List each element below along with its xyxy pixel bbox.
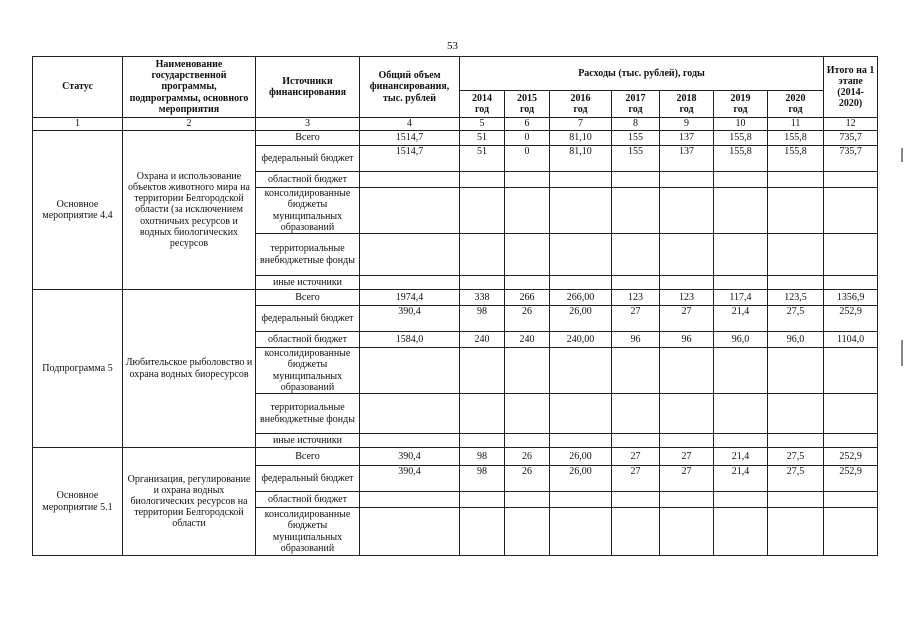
- row-source: федеральный бюджет: [256, 306, 360, 332]
- row-value: [550, 172, 612, 188]
- column-number: 7: [550, 118, 612, 131]
- row-source: консолидированные бюджеты муниципальных образований: [256, 188, 360, 234]
- row-value: [612, 276, 660, 290]
- row-value: [660, 234, 714, 276]
- header-year-unit: год: [679, 104, 694, 115]
- row-value: 735,7: [824, 146, 878, 172]
- row-value: 155,8: [714, 131, 768, 146]
- row-value: [768, 508, 824, 556]
- header-year-unit: год: [519, 104, 535, 115]
- row-value: [660, 394, 714, 434]
- row-value: [505, 508, 550, 556]
- row-value: [660, 348, 714, 394]
- row-value: [612, 234, 660, 276]
- row-value: 96: [660, 332, 714, 348]
- row-value: 240: [505, 332, 550, 348]
- row-value: [824, 234, 878, 276]
- row-value: 155,8: [768, 131, 824, 146]
- row-value: [550, 188, 612, 234]
- row-value: [460, 188, 505, 234]
- row-value: [550, 508, 612, 556]
- row-value: 98: [460, 448, 505, 466]
- row-value: 1974,4: [360, 290, 460, 306]
- row-value: 252,9: [824, 306, 878, 332]
- row-value: 21,4: [714, 306, 768, 332]
- row-value: 240: [460, 332, 505, 348]
- row-value: [360, 172, 460, 188]
- row-value: [768, 172, 824, 188]
- row-value: [768, 188, 824, 234]
- column-number-row: [33, 118, 878, 131]
- row-value: 27,5: [768, 466, 824, 492]
- row-value: 96,0: [768, 332, 824, 348]
- row-value: 51: [460, 131, 505, 146]
- row-value: 27,5: [768, 306, 824, 332]
- row-value: [714, 276, 768, 290]
- row-value: [360, 234, 460, 276]
- row-value: [460, 434, 505, 448]
- scan-mark: [901, 340, 903, 366]
- row-value: [824, 394, 878, 434]
- row-value: 27: [660, 448, 714, 466]
- row-value: 26,00: [550, 306, 612, 332]
- header-year-number: 2015: [517, 92, 537, 104]
- row-value: [505, 188, 550, 234]
- row-source: территориальные внебюджетные фонды: [256, 394, 360, 434]
- row-value: [505, 394, 550, 434]
- column-number: 12: [824, 118, 878, 131]
- column-number: 4: [360, 118, 460, 131]
- row-value: [612, 492, 660, 508]
- row-value: [550, 276, 612, 290]
- row-value: 96: [612, 332, 660, 348]
- row-value: 21,4: [714, 448, 768, 466]
- table-row: [33, 448, 878, 466]
- column-number: 11: [768, 118, 824, 131]
- header-year-unit: год: [788, 104, 803, 115]
- header-stage-total: Итого на 1 этапе (2014-2020): [824, 57, 878, 118]
- row-program-name: Охрана и использование объектов животного мира на территории Белгородской области (за исключением охотничьих ресурсов и водных биологических ресурсов: [123, 131, 256, 290]
- header-year-unit: год: [628, 104, 643, 115]
- row-value: [612, 508, 660, 556]
- row-value: 27: [660, 466, 714, 492]
- row-value: [360, 394, 460, 434]
- row-value: [460, 172, 505, 188]
- row-value: 240,00: [550, 332, 612, 348]
- column-number: 9: [660, 118, 714, 131]
- row-value: [768, 276, 824, 290]
- row-value: 26,00: [550, 466, 612, 492]
- row-value: 123: [612, 290, 660, 306]
- header-year-number: 2018: [676, 92, 697, 104]
- row-value: [714, 508, 768, 556]
- row-value: 252,9: [824, 448, 878, 466]
- row-value: 81,10: [550, 146, 612, 172]
- header-year-number: 2017: [625, 92, 646, 104]
- row-value: [660, 434, 714, 448]
- row-source: иные источники: [256, 434, 360, 448]
- row-value: 26: [505, 306, 550, 332]
- row-value: [612, 434, 660, 448]
- row-value: [714, 172, 768, 188]
- row-status: Подпрограмма 5: [33, 290, 123, 448]
- row-source: Всего: [256, 448, 360, 466]
- row-value: [612, 394, 660, 434]
- column-number: 1: [33, 118, 123, 131]
- row-value: 338: [460, 290, 505, 306]
- row-value: [505, 172, 550, 188]
- row-value: [714, 188, 768, 234]
- row-value: [550, 394, 612, 434]
- row-value: [612, 348, 660, 394]
- row-value: 137: [660, 131, 714, 146]
- row-value: [714, 394, 768, 434]
- row-value: 1514,7: [360, 131, 460, 146]
- row-value: 81,10: [550, 131, 612, 146]
- row-value: [824, 508, 878, 556]
- header-year-unit: год: [573, 104, 588, 115]
- header-year: [612, 91, 660, 118]
- row-value: 117,4: [714, 290, 768, 306]
- row-value: 27: [612, 448, 660, 466]
- row-value: [460, 508, 505, 556]
- row-value: 155: [612, 131, 660, 146]
- row-value: 26: [505, 466, 550, 492]
- row-value: 21,4: [714, 466, 768, 492]
- header-year: [505, 91, 550, 118]
- row-value: 266: [505, 290, 550, 306]
- row-value: [505, 234, 550, 276]
- row-value: [460, 394, 505, 434]
- row-value: [360, 434, 460, 448]
- row-value: [360, 508, 460, 556]
- scan-mark: [901, 148, 903, 162]
- row-value: 390,4: [360, 448, 460, 466]
- row-value: 1514,7: [360, 146, 460, 172]
- row-value: 390,4: [360, 306, 460, 332]
- row-value: [824, 434, 878, 448]
- row-source: федеральный бюджет: [256, 146, 360, 172]
- row-value: [505, 434, 550, 448]
- row-value: [660, 276, 714, 290]
- header-year-unit: год: [474, 104, 490, 115]
- table-body: [33, 131, 878, 556]
- row-source: консолидированные бюджеты муниципальных образований: [256, 508, 360, 556]
- column-number: 5: [460, 118, 505, 131]
- column-number: 8: [612, 118, 660, 131]
- row-value: 98: [460, 466, 505, 492]
- row-value: [660, 172, 714, 188]
- row-value: [660, 508, 714, 556]
- row-value: [460, 348, 505, 394]
- row-value: [360, 492, 460, 508]
- column-number: 6: [505, 118, 550, 131]
- row-value: 0: [505, 146, 550, 172]
- row-value: 96,0: [714, 332, 768, 348]
- header-status: Статус: [33, 57, 123, 118]
- row-value: [505, 348, 550, 394]
- row-value: [505, 276, 550, 290]
- row-value: [360, 348, 460, 394]
- row-value: [505, 492, 550, 508]
- row-value: [550, 234, 612, 276]
- header-year-number: 2014: [472, 92, 492, 104]
- row-value: [460, 276, 505, 290]
- row-value: 0: [505, 131, 550, 146]
- row-status: Основное мероприятие 4.4: [33, 131, 123, 290]
- row-value: 390,4: [360, 466, 460, 492]
- row-value: 26: [505, 448, 550, 466]
- row-value: [660, 492, 714, 508]
- row-value: [768, 492, 824, 508]
- row-value: 137: [660, 146, 714, 172]
- row-value: [714, 492, 768, 508]
- row-source: областной бюджет: [256, 492, 360, 508]
- header-expenses: Расходы (тыс. рублей), годы: [460, 57, 824, 91]
- row-value: 1356,9: [824, 290, 878, 306]
- row-value: [824, 492, 878, 508]
- row-value: 27: [612, 306, 660, 332]
- row-value: 1104,0: [824, 332, 878, 348]
- header-year: [550, 91, 612, 118]
- row-value: 155: [612, 146, 660, 172]
- row-value: [824, 172, 878, 188]
- row-value: 51: [460, 146, 505, 172]
- row-value: [460, 234, 505, 276]
- row-value: [612, 172, 660, 188]
- header-year-number: 2016: [570, 92, 591, 104]
- header-year-unit: год: [733, 104, 748, 115]
- row-source: Всего: [256, 131, 360, 146]
- header-year-number: 2019: [730, 92, 751, 104]
- row-value: [768, 434, 824, 448]
- row-source: иные источники: [256, 276, 360, 290]
- financing-table: [32, 56, 878, 556]
- row-value: [550, 434, 612, 448]
- row-value: [824, 188, 878, 234]
- row-source: территориальные внебюджетные фонды: [256, 234, 360, 276]
- row-value: [550, 492, 612, 508]
- table-row: [33, 290, 878, 306]
- header-year: [660, 91, 714, 118]
- row-value: [714, 348, 768, 394]
- row-value: 98: [460, 306, 505, 332]
- row-value: 123: [660, 290, 714, 306]
- row-value: [714, 234, 768, 276]
- row-value: [714, 434, 768, 448]
- header-year: [768, 91, 824, 118]
- row-value: [550, 348, 612, 394]
- row-value: [612, 188, 660, 234]
- row-value: 735,7: [824, 131, 878, 146]
- row-value: [360, 276, 460, 290]
- column-number: 3: [256, 118, 360, 131]
- row-value: 26,00: [550, 448, 612, 466]
- row-value: [824, 348, 878, 394]
- page-number: 53: [447, 40, 458, 52]
- header-total: Общий объем финансирования, тыс. рублей: [360, 57, 460, 118]
- header-sources: Источники финансирования: [256, 57, 360, 118]
- row-value: 27: [612, 466, 660, 492]
- row-value: 252,9: [824, 466, 878, 492]
- row-value: 27: [660, 306, 714, 332]
- row-program-name: Организация, регулирование и охрана водных биологических ресурсов на территории Белгородской области: [123, 448, 256, 556]
- row-value: 155,8: [768, 146, 824, 172]
- row-value: [460, 492, 505, 508]
- row-program-name: Любительское рыболовство и охрана водных биоресурсов: [123, 290, 256, 448]
- row-source: Всего: [256, 290, 360, 306]
- row-value: [768, 394, 824, 434]
- column-number: 10: [714, 118, 768, 131]
- row-value: [768, 348, 824, 394]
- row-value: [660, 188, 714, 234]
- row-source: федеральный бюджет: [256, 466, 360, 492]
- column-number: 2: [123, 118, 256, 131]
- row-source: областной бюджет: [256, 332, 360, 348]
- row-status: Основное мероприятие 5.1: [33, 448, 123, 556]
- header-name: Наименование государственной программы, подпрограммы, основного мероприятия: [123, 57, 256, 118]
- header-year: [714, 91, 768, 118]
- row-value: [824, 276, 878, 290]
- row-source: консолидированные бюджеты муниципальных образований: [256, 348, 360, 394]
- row-value: 123,5: [768, 290, 824, 306]
- header-year-number: 2020: [785, 92, 806, 104]
- row-value: 155,8: [714, 146, 768, 172]
- row-value: [768, 234, 824, 276]
- row-value: [360, 188, 460, 234]
- row-value: 27,5: [768, 448, 824, 466]
- header-year: [460, 91, 505, 118]
- table-row: [33, 131, 878, 146]
- row-value: 1584,0: [360, 332, 460, 348]
- row-value: 266,00: [550, 290, 612, 306]
- row-source: областной бюджет: [256, 172, 360, 188]
